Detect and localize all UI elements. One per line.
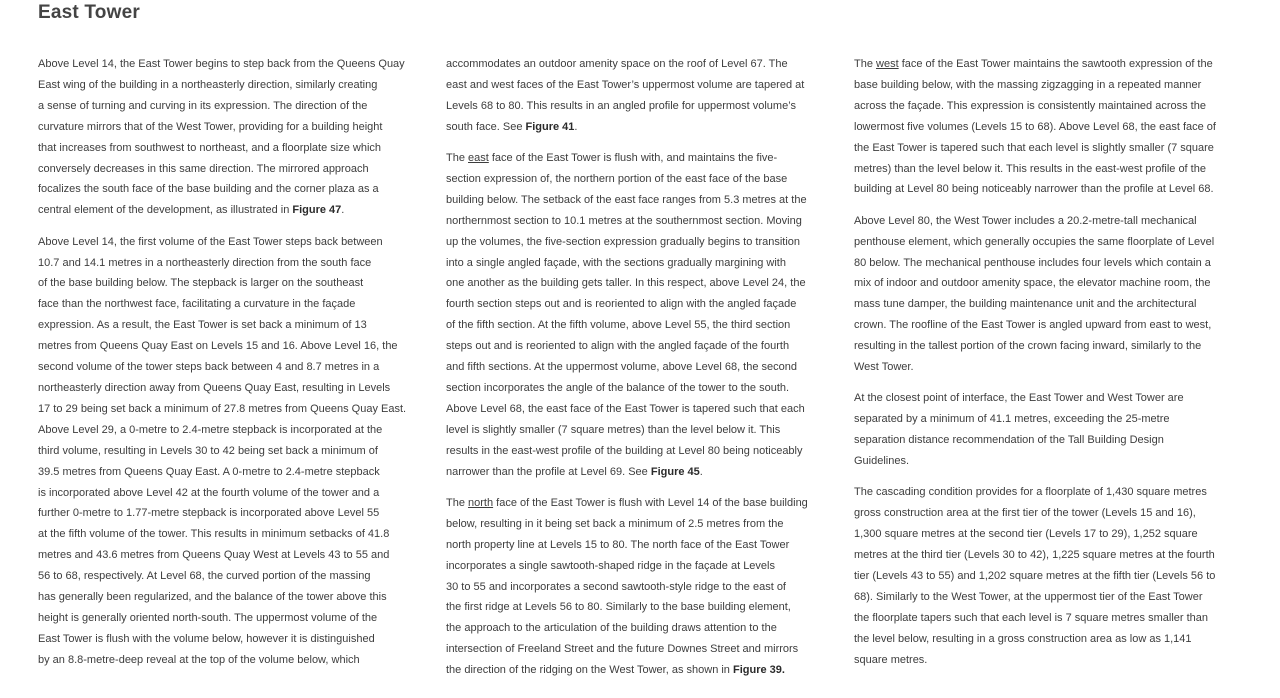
- text-line: metres from Queens Quay East on Levels 15 and 16. Above Level 16, the: [38, 340, 398, 353]
- text-line: East wing of the building in a northeasterly direction, similarly creating: [38, 78, 378, 91]
- text-line: height is generally oriented north-south. The uppermost volume of the: [38, 611, 378, 624]
- text-line: incorporates a single sawtooth-shaped ridge in the façade at Levels: [446, 559, 775, 572]
- text-line: 68). Similarly to the West Tower, at the uppermost tier of the East Tower: [854, 590, 1203, 603]
- text-line: the level below, resulting in a gross construction area as low as 1,141: [854, 632, 1192, 645]
- text-line: 1,300 square metres at the second tier (Levels 17 to 29), 1,252 square: [854, 528, 1198, 541]
- text-line: gross construction area at the first tier of the tower (Levels 15 and 16),: [854, 507, 1196, 520]
- text-line: steps out and is reoriented to align with the angled façade of the fourth: [446, 340, 790, 353]
- text-line: section incorporates the angle of the balance of the tower to the south.: [446, 381, 790, 394]
- underlined-term: north: [468, 496, 494, 509]
- text-line: 56 to 68, respectively. At Level 68, the curved portion of the massing: [38, 570, 371, 583]
- paragraph: [854, 211, 1246, 378]
- text-line: up the volumes, the five-section expression gradually begins to transition: [446, 235, 801, 248]
- text-line: has generally been regularized, and the balance of the tower above this: [38, 591, 387, 604]
- paragraph: [854, 482, 1246, 670]
- text-line: level is slightly smaller (7 square metres) than the level below it. This: [446, 423, 781, 436]
- text-line: The east face of the East Tower is flush with, and maintains the five-: [446, 152, 778, 165]
- page-title: East Tower: [38, 2, 140, 23]
- text-line: lowermost five volumes (Levels 15 to 68). Above Level 68, the east face of: [854, 120, 1216, 133]
- text-line: north property line at Levels 15 to 80. The north face of the East Tower: [446, 538, 790, 551]
- text-line: 10.7 and 14.1 metres in a northeasterly direction from the south face: [38, 256, 372, 269]
- text-line: section expression of, the northern portion of the east face of the base: [446, 172, 788, 185]
- text-line: second volume of the tower steps back between 4 and 8.7 metres in a: [38, 361, 380, 374]
- paragraph: [854, 54, 1246, 200]
- text-line: metres) than the level below it. This results in the east-west profile of the: [854, 162, 1206, 175]
- text-line: West Tower.: [854, 361, 914, 374]
- text-line: east and west faces of the East Tower’s uppermost volume are tapered at: [446, 78, 805, 91]
- paragraph: [446, 493, 838, 681]
- text-line: intersection of Freeland Street and the future Downes Street and mirrors: [446, 643, 799, 656]
- text-line: The west face of the East Tower maintains the sawtooth expression of the: [854, 58, 1213, 70]
- text-line: 80 below. The mechanical penthouse includes four levels which contain a: [854, 256, 1211, 269]
- text-line: a sense of turning and curving in its expression. The direction of the: [38, 99, 368, 112]
- text-line: separated by a minimum of 41.1 metres, exceeding the 25-metre: [854, 413, 1170, 426]
- text-line: south face. See Figure 41.: [446, 120, 578, 133]
- text-line: at the fifth volume of the tower. This results in minimum setbacks of 41.8: [38, 528, 390, 541]
- text-line: building at Level 80 being noticeably narrower than the profile at Level 68.: [854, 183, 1214, 196]
- text-line: results in the east-west profile of the building at Level 80 being noticeably: [446, 444, 803, 457]
- text-line: separation distance recommendation of the Tall Building Design: [854, 434, 1164, 447]
- text-line: metres at the third tier (Levels 30 to 42), 1,225 square metres at the fourth: [854, 549, 1215, 562]
- text-line: Above Level 14, the first volume of the East Tower steps back between: [38, 235, 383, 248]
- text-line: The cascading condition provides for a floorplate of 1,430 square metres: [854, 486, 1207, 499]
- text-column-3: [854, 54, 1246, 681]
- figure-reference: Figure 45: [650, 465, 700, 478]
- text-line: Above Level 80, the West Tower includes a 20.2-metre-tall mechanical: [854, 214, 1197, 227]
- text-line: third volume, resulting in Levels 30 to 42 being set back a minimum of: [38, 444, 378, 457]
- text-line: tier (Levels 43 to 55) and 1,202 square metres at the fifth tier (Levels 56 to: [854, 570, 1216, 583]
- text-line: central element of the development, as illustrated in Figure 47.: [38, 204, 345, 217]
- text-line: the East Tower is tapered such that each level is slightly smaller (7 square: [854, 141, 1214, 154]
- text-line: focalizes the south face of the base building and the corner plaza as a: [38, 183, 379, 196]
- text-line: penthouse element, which generally occupies the same floorplate of Level: [854, 235, 1215, 248]
- figure-reference: Figure 41: [525, 120, 575, 133]
- text-line: base building below, with the massing zigzagging in a repeated manner: [854, 78, 1202, 91]
- figure-reference: Figure 47: [292, 204, 342, 217]
- paragraph: [854, 388, 1246, 472]
- text-line: curvature mirrors that of the West Tower, providing for a building height: [38, 120, 383, 133]
- text-line: the first ridge at Levels 56 to 80. Similarly to the base building element,: [446, 601, 791, 614]
- text-line: northeasterly direction away from Queens Quay East, resulting in Levels: [38, 381, 391, 394]
- text-line: Guidelines.: [854, 455, 910, 468]
- text-line: across the façade. This expression is consistently maintained across the: [854, 99, 1206, 112]
- text-line: face than the northwest face, facilitating a curvature in the façade: [38, 298, 356, 311]
- text-line: the direction of the ridging on the West Tower, as shown in Figure 39.: [446, 664, 785, 677]
- text-line: one another as the building gets taller. In this respect, above Level 24, the: [446, 277, 806, 290]
- paragraph: [446, 148, 838, 483]
- text-line: The north face of the East Tower is flush with Level 14 of the base building: [446, 496, 808, 509]
- text-line: Above Level 68, the east face of the East Tower is tapered such that each: [446, 402, 805, 415]
- text-line: is incorporated above Level 42 at the fourth volume of the tower and a: [38, 486, 380, 499]
- text-line: by an 8.8-metre-deep reveal at the top of the volume below, which: [38, 653, 360, 666]
- text-line: and fifth sections. At the uppermost volume, above Level 68, the second: [446, 361, 797, 374]
- text-line: northernmost section to 10.1 metres at the southernmost section. Moving: [446, 214, 802, 227]
- text-line: East Tower is flush with the volume below, however it is distinguished: [38, 632, 375, 645]
- text-line: At the closest point of interface, the East Tower and West Tower are: [854, 392, 1184, 405]
- underlined-term: east: [468, 152, 489, 165]
- text-line: the approach to the articulation of the building draws attention to the: [446, 622, 777, 635]
- text-line: narrower than the profile at Level 69. See Figure 45.: [446, 465, 703, 478]
- text-line: crown. The roofline of the East Tower is angled upward from east to west,: [854, 319, 1212, 332]
- text-line: mass tune damper, the building maintenance unit and the architectural: [854, 298, 1197, 311]
- text-line: fourth section steps out and is reoriented to align with the angled façade: [446, 298, 797, 311]
- text-line: Above Level 14, the East Tower begins to step back from the Queens Quay: [38, 58, 405, 70]
- paragraph: [38, 232, 426, 671]
- text-line: 17 to 29 being set back a minimum of 27.8 metres from Queens Quay East.: [38, 402, 407, 415]
- text-line: 30 to 55 and incorporates a second sawtooth-style ridge to the east of: [446, 580, 786, 593]
- text-line: accommodates an outdoor amenity space on the roof of Level 67. The: [446, 58, 788, 70]
- text-line: below, resulting in it being set back a minimum of 2.5 metres from the: [446, 517, 784, 530]
- text-line: further 0-metre to 1.77-metre stepback is incorporated above Level 55: [38, 507, 380, 520]
- text-line: expression. As a result, the East Tower is set back a minimum of 13: [38, 319, 367, 332]
- text-line: square metres.: [854, 653, 928, 666]
- figure-reference: Figure 39.: [732, 664, 785, 677]
- text-line: mix of indoor and outdoor amenity space, the elevator machine room, the: [854, 277, 1211, 290]
- paragraph: [446, 54, 838, 138]
- text-line: of the fifth section. At the fifth volume, above Level 55, the third section: [446, 319, 791, 332]
- text-column-2: [446, 54, 838, 691]
- text-line: of the base building below. The stepback is larger on the southeast: [38, 277, 364, 290]
- text-line: metres and 43.6 metres from Queens Quay West at Levels 43 to 55 and: [38, 549, 390, 562]
- text-line: conversely decreases in this same direction. The mirrored approach: [38, 162, 369, 175]
- text-line: the floorplate tapers such that each level is 7 square metres smaller than: [854, 611, 1209, 624]
- underlined-term: west: [876, 58, 899, 70]
- text-line: Levels 68 to 80. This results in an angled profile for uppermost volume’s: [446, 99, 796, 112]
- text-line: into a single angled façade, with the sections gradually margining with: [446, 256, 786, 269]
- text-line: Above Level 29, a 0-metre to 2.4-metre stepback is incorporated at the: [38, 423, 383, 436]
- text-line: building below. The setback of the east face ranges from 5.3 metres at the: [446, 193, 807, 206]
- text-line: that increases from southwest to northeast, and a floorplate size which: [38, 141, 382, 154]
- text-line: resulting in the tallest portion of the crown facing inward, similarly to the: [854, 340, 1202, 353]
- paragraph: [38, 54, 426, 221]
- text-line: 39.5 metres from Queens Quay East. A 0-metre to 2.4-metre stepback: [38, 465, 380, 478]
- text-column-1: [38, 54, 426, 681]
